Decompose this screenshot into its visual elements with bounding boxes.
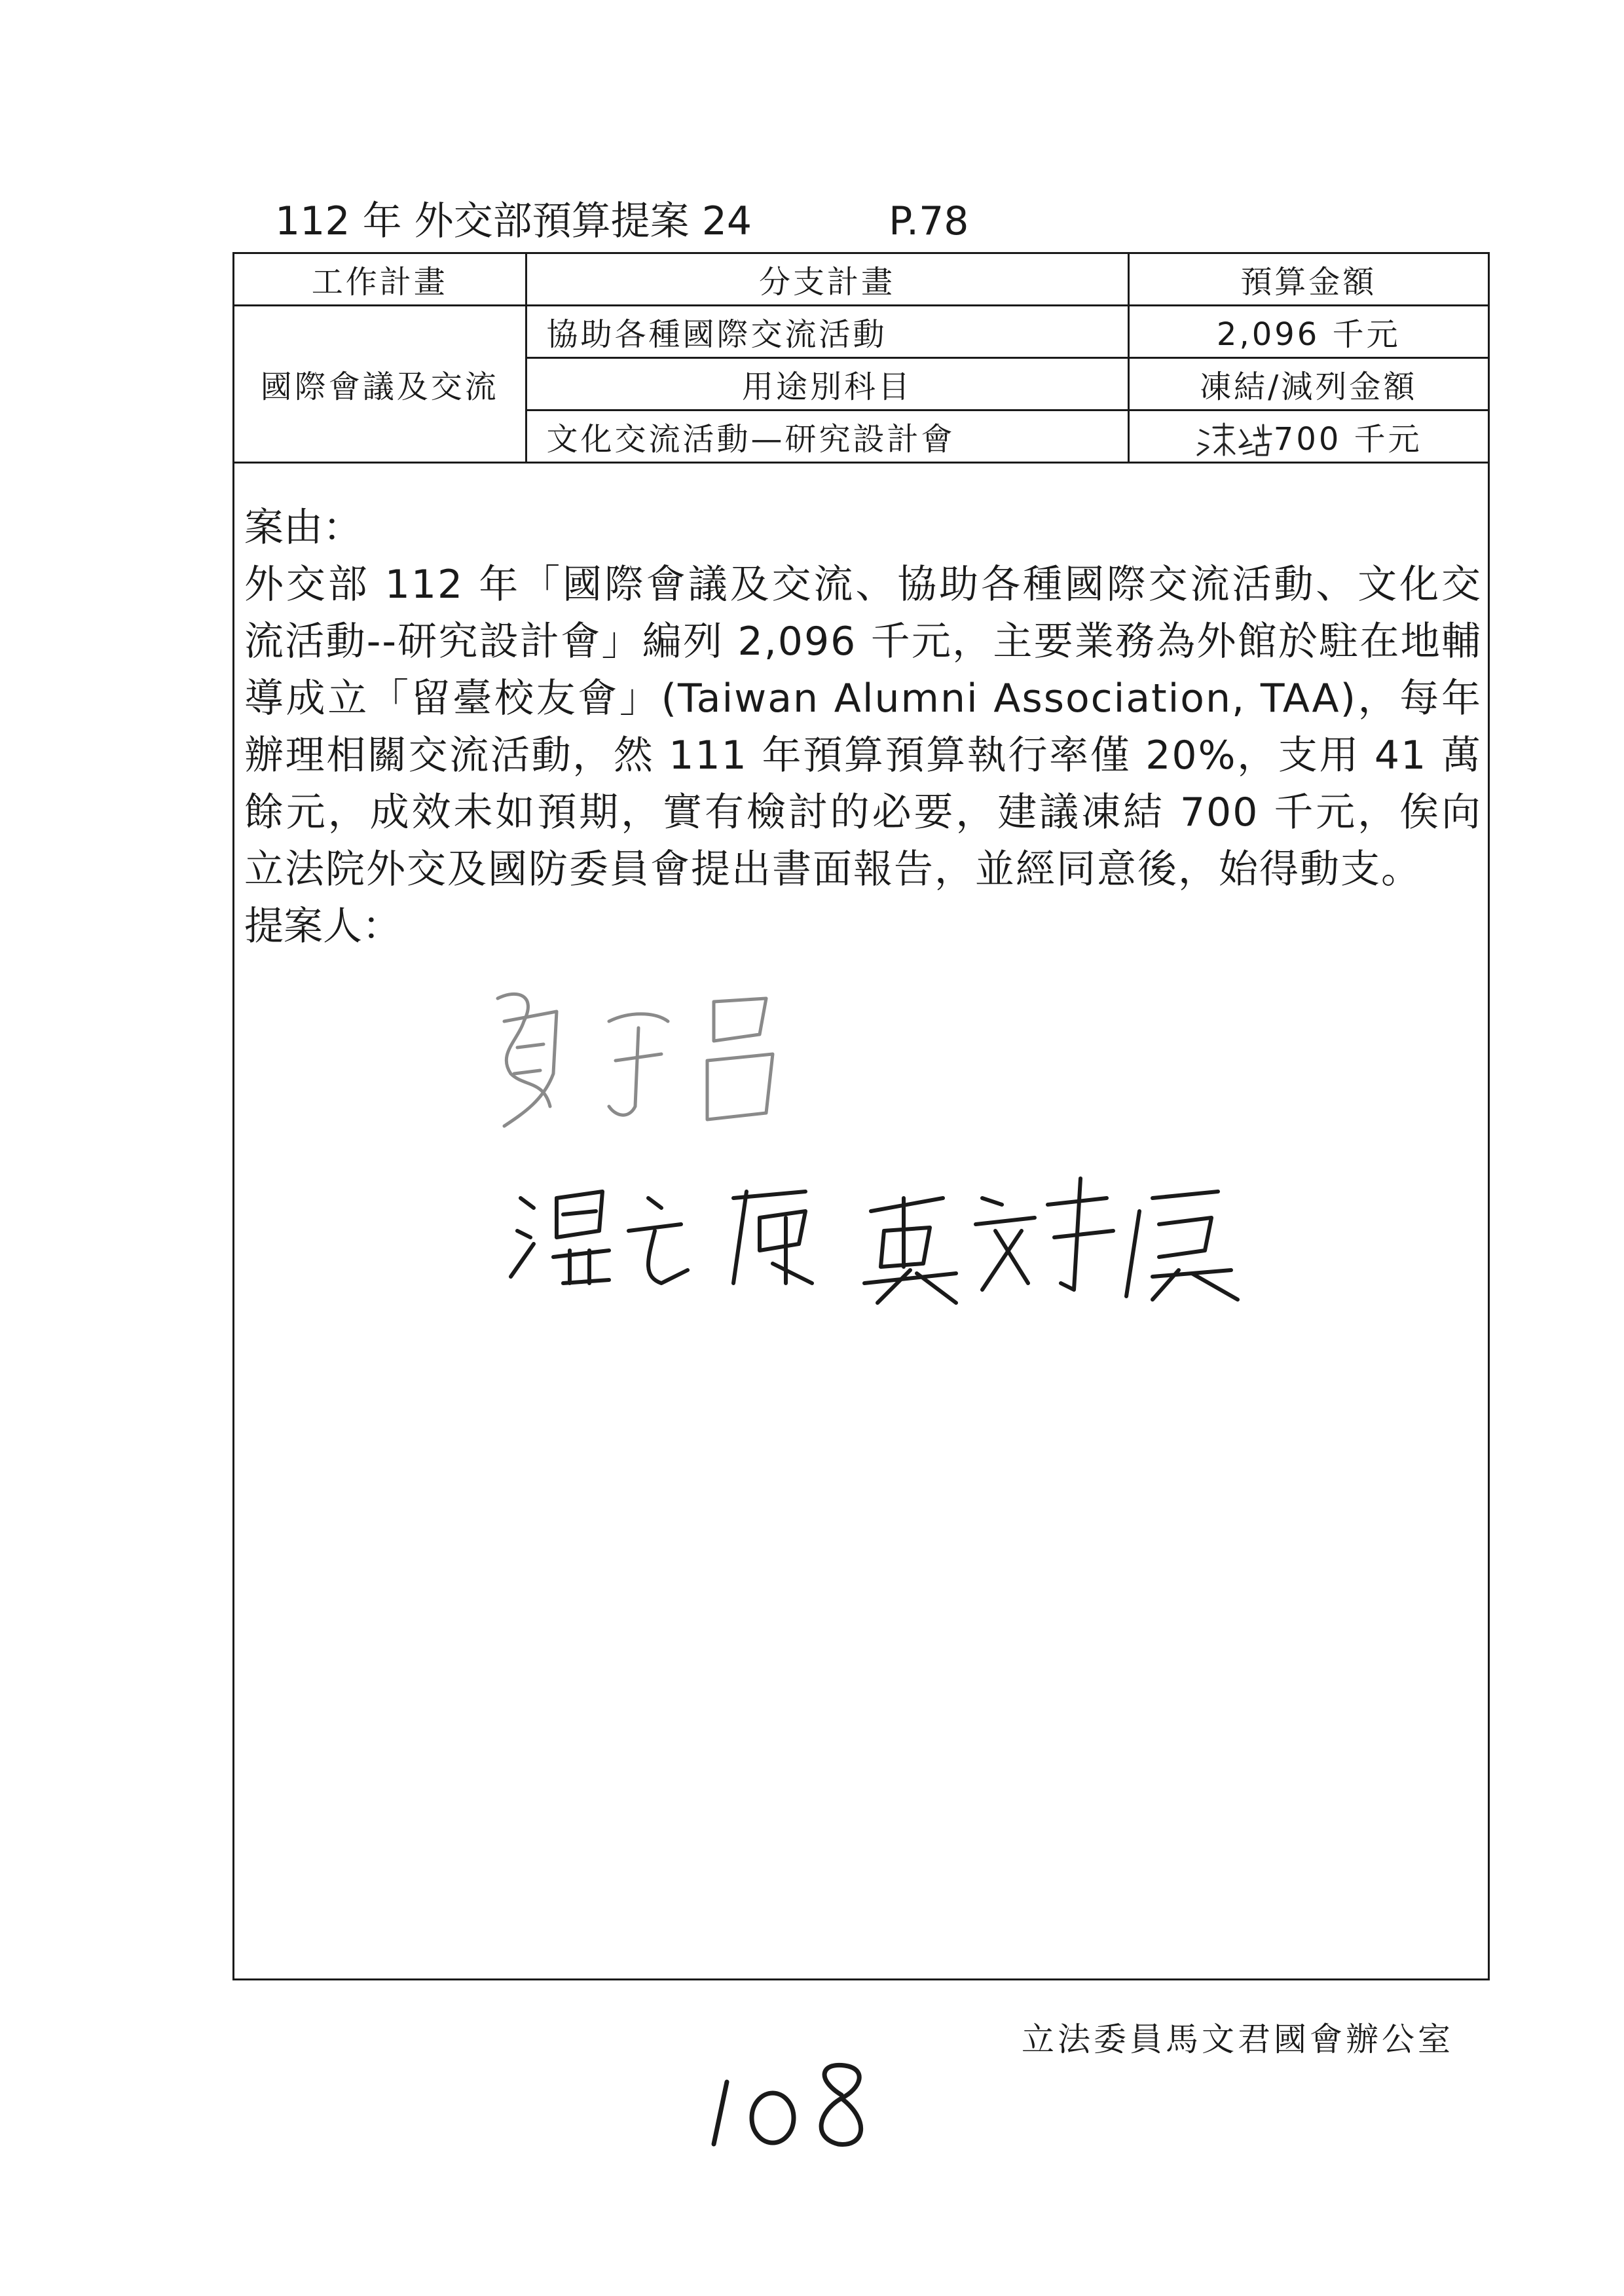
budget-table (234, 254, 1488, 464)
proposal-frame (232, 252, 1490, 1980)
freeze-amount-cell (1128, 410, 1488, 463)
reason-label: 案由： (244, 505, 362, 551)
proposal-body (244, 500, 1482, 955)
page-reference: P.78 (889, 198, 969, 244)
work-plan-cell: 國際會議及交流 (234, 306, 526, 463)
office-name: 立法委員馬文君國會辦公室 (1022, 2020, 1454, 2058)
handwritten-page-number (681, 2056, 891, 2154)
table-row (234, 306, 1488, 358)
proposer-label: 提案人： (244, 903, 401, 949)
document-heading (275, 195, 969, 247)
table-header-row (234, 254, 1488, 306)
usage-label-cell: 用途別科目 (526, 358, 1128, 410)
col-header-budget-amount: 預算金額 (1128, 254, 1488, 306)
usage-item-cell: 文化交流活動—研究設計會 (526, 410, 1128, 463)
sub-plan-cell: 協助各種國際交流活動 (526, 306, 1128, 358)
col-header-sub-plan: 分支計畫 (526, 254, 1128, 306)
reason-text: 外交部 112 年「國際會議及交流、協助各種國際交流活動、文化交流活動--研究設計會」編列 2,096 千元，主要業務為外館於駐在地輔導成立「留臺校友會」(Taiwan Alumni Association, TAA)，每年辦理相關交流活動，然 111 年預算預算執行率僅 20%，支用 41 萬餘元，成效未如預期，實有檢討的必要，建議凍結 700 千元，俟向立法院外交及國防委員會提出書面報告，並經同意後，始得動支。 (244, 562, 1482, 892)
budget-amount-cell: 2,096 千元 (1128, 306, 1488, 358)
handwritten-freeze-mark (1195, 421, 1274, 458)
freeze-label-cell: 凍結/減列金額 (1128, 358, 1488, 410)
document-title: 112 年 外交部預算提案 24 (275, 198, 752, 244)
col-header-work-plan: 工作計畫 (234, 254, 526, 306)
freeze-amount-value: 700 千元 (1273, 421, 1422, 458)
